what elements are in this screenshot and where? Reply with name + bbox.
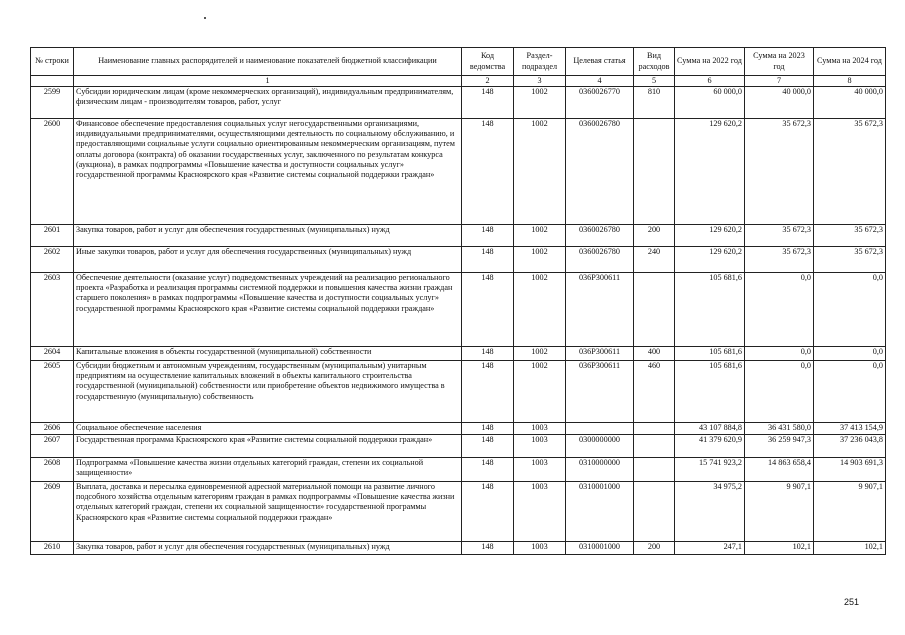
header-sum-2024: Сумма на 2024 год — [814, 48, 886, 76]
row-sum-2023: 36 431 580,0 — [745, 423, 814, 435]
row-expense-type: 400 — [634, 347, 675, 361]
table-row — [31, 482, 886, 542]
row-number: 2609 — [31, 482, 74, 542]
header-sum-2023: Сумма на 2023 год — [745, 48, 814, 76]
row-sum-2023: 0,0 — [745, 273, 814, 347]
row-name: Закупка товаров, работ и услуг для обеспечения государственных (муниципальных) нужд — [74, 225, 462, 247]
row-sum-2024: 40 000,0 — [814, 87, 886, 119]
header-name: Наименование главных распорядителей и наименование показателей бюджетной классификации — [74, 48, 462, 76]
table-row — [31, 435, 886, 458]
row-expense-type — [634, 273, 675, 347]
column-number: 8 — [814, 76, 886, 87]
row-sum-2023: 0,0 — [745, 361, 814, 423]
page-number: 251 — [844, 597, 860, 607]
row-sum-2023: 35 672,3 — [745, 225, 814, 247]
row-expense-type: 200 — [634, 225, 675, 247]
column-number: 5 — [634, 76, 675, 87]
row-department-code: 148 — [462, 361, 514, 423]
row-expense-type — [634, 482, 675, 542]
table-row — [31, 87, 886, 119]
row-department-code: 148 — [462, 423, 514, 435]
row-name: Выплата, доставка и пересылка единовременной адресной материальной помощи на развитие личного подсобного хозяйства отдельным категориям граждан в рамках подпрограммы «Повышение качества жизни отдельных категорий граждан, степени их социальной защищенности» государственной программы Красноярского края «Развитие системы социальной поддержки граждан» — [74, 482, 462, 542]
table-row — [31, 273, 886, 347]
row-sum-2022: 129 620,2 — [675, 119, 745, 225]
column-number-row — [31, 76, 886, 87]
row-department-code: 148 — [462, 247, 514, 273]
row-name: Социальное обеспечение населения — [74, 423, 462, 435]
row-expense-type — [634, 458, 675, 482]
header-section: Раздел-подраздел — [514, 48, 566, 76]
row-name: Финансовое обеспечение предоставления социальных услуг негосударственными организациями, индивидуальными предпринимателями, осуществляющими деятельность по социальному обслуживанию, и предоставляющими социальные услуги социально ориентированным некоммерческим организациям, путем оплаты договора (контракта) об оказании государственных услуг, заключенного по результатам конкурса (аукциона), в рамках подпрограммы «Повышение качества и доступности социальных услуг» государственной программы Красноярского края «Развитие системы социальной поддержки граждан» — [74, 119, 462, 225]
column-number: 3 — [514, 76, 566, 87]
row-sum-2023: 102,1 — [745, 542, 814, 555]
row-department-code: 148 — [462, 435, 514, 458]
row-sum-2024: 102,1 — [814, 542, 886, 555]
row-sum-2024: 37 236 043,8 — [814, 435, 886, 458]
row-department-code: 148 — [462, 273, 514, 347]
row-expense-type — [634, 119, 675, 225]
row-department-code: 148 — [462, 482, 514, 542]
row-section: 1003 — [514, 435, 566, 458]
row-target-item: 036P300611 — [566, 347, 634, 361]
row-sum-2023: 36 259 947,3 — [745, 435, 814, 458]
row-name: Государственная программа Красноярского края «Развитие системы социальной поддержки граждан» — [74, 435, 462, 458]
row-name: Субсидии бюджетным и автономным учреждениям, государственным (муниципальным) унитарным предприятиям на осуществление капитальных вложений в объекты капитального строительства государственной (муниципальной) собственности или приобретение объектов недвижимого имущества в государственную (муниципальную) собственность — [74, 361, 462, 423]
row-sum-2022: 105 681,6 — [675, 347, 745, 361]
row-sum-2024: 9 907,1 — [814, 482, 886, 542]
table-row — [31, 361, 886, 423]
row-expense-type: 460 — [634, 361, 675, 423]
column-number: 2 — [462, 76, 514, 87]
row-section: 1002 — [514, 273, 566, 347]
row-sum-2024: 0,0 — [814, 347, 886, 361]
row-name: Обеспечение деятельности (оказание услуг) подведомственных учреждений на реализацию регионального проекта «Разработка и реализация программы системной поддержки и повышения качества жизни граждан старшего поколения» в рамках подпрограммы «Повышение качества и доступности социальных услуг» государственной программы Красноярского края «Развитие системы социальной поддержки граждан» — [74, 273, 462, 347]
row-expense-type: 810 — [634, 87, 675, 119]
table-row — [31, 347, 886, 361]
row-section: 1002 — [514, 119, 566, 225]
row-target-item: 0360026780 — [566, 119, 634, 225]
row-department-code: 148 — [462, 458, 514, 482]
row-expense-type — [634, 435, 675, 458]
row-sum-2024: 0,0 — [814, 273, 886, 347]
row-sum-2023: 35 672,3 — [745, 119, 814, 225]
column-number: 1 — [74, 76, 462, 87]
table-body — [31, 87, 886, 555]
row-department-code: 148 — [462, 119, 514, 225]
row-sum-2022: 34 975,2 — [675, 482, 745, 542]
row-name: Субсидии юридическим лицам (кроме некоммерческих организаций), индивидуальным предпринимателям, физическим лицам - производителям товаров, работ, услуг — [74, 87, 462, 119]
column-number: 4 — [566, 76, 634, 87]
table-row — [31, 423, 886, 435]
row-target-item: 0360026770 — [566, 87, 634, 119]
row-number: 2600 — [31, 119, 74, 225]
row-expense-type: 200 — [634, 542, 675, 555]
row-sum-2022: 60 000,0 — [675, 87, 745, 119]
row-sum-2023: 14 863 658,4 — [745, 458, 814, 482]
row-number: 2604 — [31, 347, 74, 361]
row-number: 2606 — [31, 423, 74, 435]
row-sum-2022: 43 107 884,8 — [675, 423, 745, 435]
row-department-code: 148 — [462, 225, 514, 247]
header-expense-type: Вид расходов — [634, 48, 675, 76]
row-sum-2022: 129 620,2 — [675, 225, 745, 247]
row-sum-2024: 35 672,3 — [814, 247, 886, 273]
row-number: 2603 — [31, 273, 74, 347]
row-sum-2024: 37 413 154,9 — [814, 423, 886, 435]
row-number: 2602 — [31, 247, 74, 273]
row-target-item: 036P300611 — [566, 273, 634, 347]
row-sum-2024: 35 672,3 — [814, 119, 886, 225]
column-number — [31, 76, 74, 87]
row-section: 1003 — [514, 458, 566, 482]
row-name: Закупка товаров, работ и услуг для обеспечения государственных (муниципальных) нужд — [74, 542, 462, 555]
row-number: 2599 — [31, 87, 74, 119]
row-expense-type: 240 — [634, 247, 675, 273]
row-department-code: 148 — [462, 542, 514, 555]
column-number: 7 — [745, 76, 814, 87]
row-sum-2024: 14 903 691,3 — [814, 458, 886, 482]
header-department-code: Код ведомства — [462, 48, 514, 76]
row-target-item: 0300000000 — [566, 435, 634, 458]
table-row — [31, 542, 886, 555]
row-sum-2022: 105 681,6 — [675, 361, 745, 423]
table-row — [31, 119, 886, 225]
row-number: 2607 — [31, 435, 74, 458]
row-sum-2022: 247,1 — [675, 542, 745, 555]
row-target-item: 0310000000 — [566, 458, 634, 482]
row-number: 2608 — [31, 458, 74, 482]
row-section: 1002 — [514, 347, 566, 361]
row-sum-2022: 15 741 923,2 — [675, 458, 745, 482]
row-number: 2601 — [31, 225, 74, 247]
row-sum-2023: 35 672,3 — [745, 247, 814, 273]
row-target-item — [566, 423, 634, 435]
row-section: 1002 — [514, 247, 566, 273]
header-sum-2022: Сумма на 2022 год — [675, 48, 745, 76]
budget-table — [30, 47, 886, 555]
row-sum-2024: 0,0 — [814, 361, 886, 423]
row-number: 2610 — [31, 542, 74, 555]
row-number: 2605 — [31, 361, 74, 423]
table-row — [31, 458, 886, 482]
row-target-item: 0360026780 — [566, 225, 634, 247]
table-header-row — [31, 48, 886, 76]
header-target-item: Целевая статья — [566, 48, 634, 76]
row-expense-type — [634, 423, 675, 435]
row-sum-2023: 9 907,1 — [745, 482, 814, 542]
row-name: Подпрограмма «Повышение качества жизни отдельных категорий граждан, степени их социальной защищенности» — [74, 458, 462, 482]
row-target-item: 0310001000 — [566, 542, 634, 555]
row-section: 1002 — [514, 87, 566, 119]
row-department-code: 148 — [462, 87, 514, 119]
scan-speck — [204, 17, 206, 19]
row-department-code: 148 — [462, 347, 514, 361]
row-sum-2023: 40 000,0 — [745, 87, 814, 119]
row-section: 1003 — [514, 423, 566, 435]
header-row-number: № строки — [31, 48, 74, 76]
row-name: Капитальные вложения в объекты государственной (муниципальной) собственности — [74, 347, 462, 361]
row-sum-2022: 129 620,2 — [675, 247, 745, 273]
row-section: 1003 — [514, 482, 566, 542]
table-row — [31, 247, 886, 273]
row-sum-2024: 35 672,3 — [814, 225, 886, 247]
table-row — [31, 225, 886, 247]
row-target-item: 036P300611 — [566, 361, 634, 423]
row-sum-2022: 41 379 620,9 — [675, 435, 745, 458]
row-target-item: 0360026780 — [566, 247, 634, 273]
row-section: 1002 — [514, 361, 566, 423]
column-number: 6 — [675, 76, 745, 87]
row-sum-2022: 105 681,6 — [675, 273, 745, 347]
row-name: Иные закупки товаров, работ и услуг для обеспечения государственных (муниципальных) нужд — [74, 247, 462, 273]
row-sum-2023: 0,0 — [745, 347, 814, 361]
row-section: 1002 — [514, 225, 566, 247]
row-target-item: 0310001000 — [566, 482, 634, 542]
row-section: 1003 — [514, 542, 566, 555]
